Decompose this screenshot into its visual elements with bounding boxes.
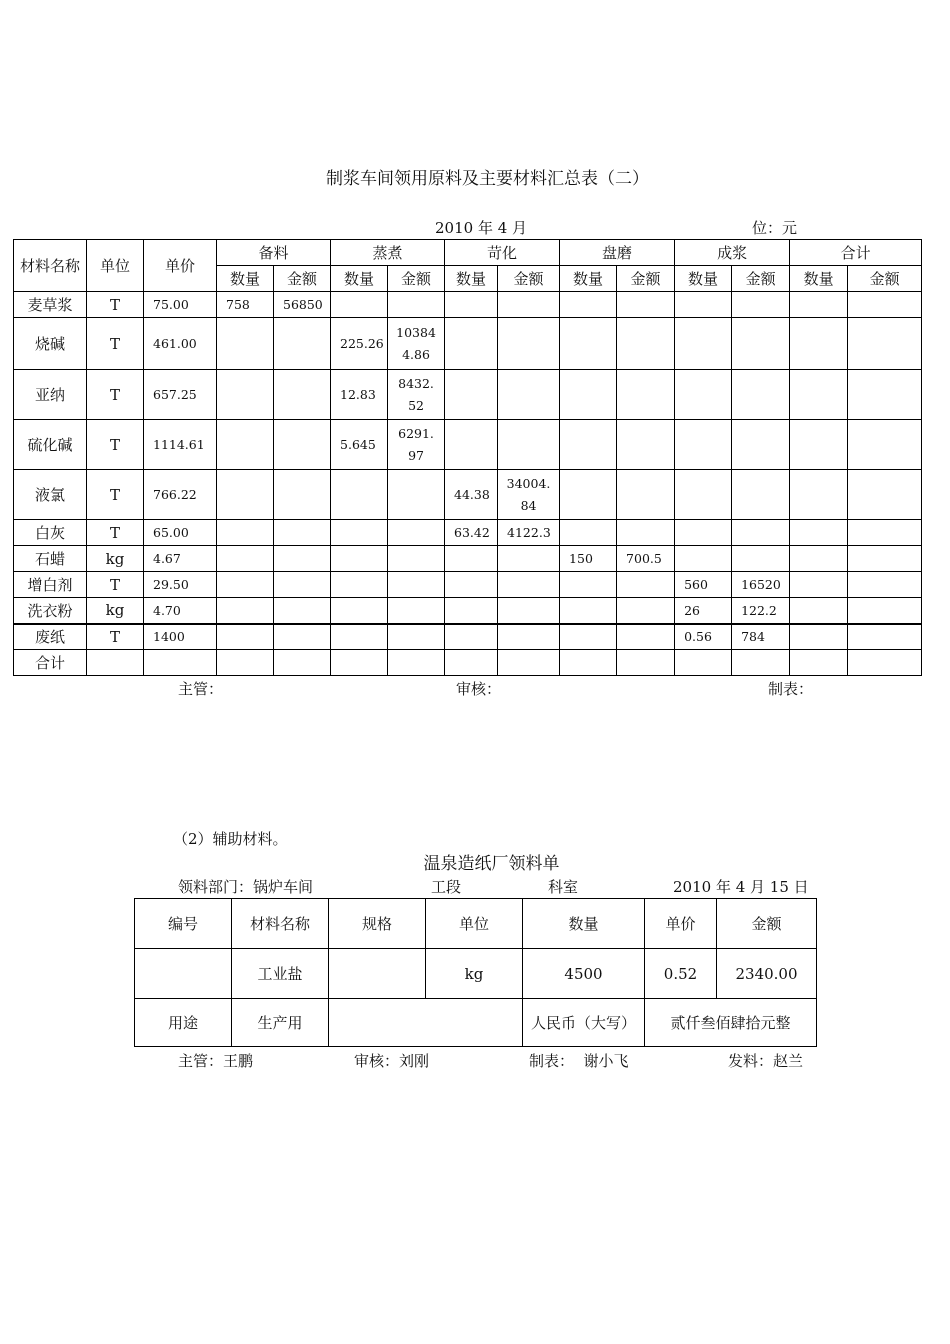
requisition-usage-row — [135, 999, 817, 1047]
row-amount-cell — [274, 420, 331, 470]
row-amount-cell — [617, 420, 675, 470]
row-amount-cell — [617, 650, 675, 676]
requisition-footer-preparer: 制表： 谢小飞 — [529, 1052, 629, 1070]
requisition-title: 温泉造纸厂领料单 — [423, 854, 560, 874]
table-row — [14, 370, 922, 420]
row-unit: T — [87, 572, 144, 598]
table-row — [14, 292, 922, 318]
header-qty: 数量 — [217, 266, 274, 292]
table1-footer-preparer: 制表： — [768, 680, 814, 698]
row-amount-cell — [732, 370, 790, 420]
header-unit: 单位 — [426, 899, 523, 949]
row-unit: T — [87, 624, 144, 650]
row-qty-cell — [445, 546, 498, 572]
row-amount-cell — [732, 520, 790, 546]
header-group-causticizing: 苛化 — [445, 240, 560, 266]
header-amount: 金额 — [388, 266, 445, 292]
header-qty: 数量 — [523, 899, 645, 949]
row-qty-cell — [445, 650, 498, 676]
row-qty-cell: 26 — [675, 598, 732, 624]
row-amount-cell — [498, 598, 560, 624]
table1-footer-reviewer: 审核： — [456, 680, 502, 698]
row-qty-cell — [217, 546, 274, 572]
row-qty-cell: 12.83 — [331, 370, 388, 420]
row-qty-cell — [790, 318, 848, 370]
usage-label: 用途 — [135, 999, 232, 1047]
row-amount-cell — [498, 650, 560, 676]
table1-unit: 位：元 — [752, 219, 798, 237]
row-qty-cell: 560 — [675, 572, 732, 598]
row-qty-cell — [445, 370, 498, 420]
header-group-cooking: 蒸煮 — [331, 240, 445, 266]
row-qty-cell — [675, 650, 732, 676]
row-amount-cell — [732, 546, 790, 572]
row-amount-cell — [388, 598, 445, 624]
row-qty-cell — [790, 598, 848, 624]
header-amount: 金额 — [274, 266, 331, 292]
row-amount-cell — [848, 598, 922, 624]
row-qty-cell — [790, 650, 848, 676]
header-amount: 金额 — [498, 266, 560, 292]
row-price: 657.25 — [144, 370, 217, 420]
row-unit: kg — [87, 546, 144, 572]
header-qty: 数量 — [331, 266, 388, 292]
row-price: 1114.61 — [144, 420, 217, 470]
header-unit: 单位 — [87, 240, 144, 292]
table-row — [14, 420, 922, 470]
row-qty-cell — [675, 292, 732, 318]
row-amount-cell — [848, 624, 922, 650]
material-summary-table — [13, 239, 922, 676]
row-unit — [87, 650, 144, 676]
row-qty-cell — [560, 624, 617, 650]
row-qty-cell — [445, 624, 498, 650]
row-qty-cell: 225.26 — [331, 318, 388, 370]
row-material-name: 液氯 — [14, 470, 87, 520]
row-amount-cell — [274, 624, 331, 650]
table-row — [14, 318, 922, 370]
row-qty-cell — [560, 470, 617, 520]
requisition-office: 科室 — [548, 878, 579, 896]
row-qty-cell — [217, 370, 274, 420]
row-qty-cell: 5.645 — [331, 420, 388, 470]
header-amount: 金额 — [617, 266, 675, 292]
row-amount-cell: 122.2 — [732, 598, 790, 624]
header-group-total: 合计 — [790, 240, 922, 266]
requisition-section: 工段 — [431, 878, 462, 896]
section2-heading: （2）辅助材料。 — [173, 830, 288, 848]
row-amount-cell: 700.5 — [617, 546, 675, 572]
row-amount-cell — [617, 624, 675, 650]
table-row — [14, 624, 922, 650]
row-unit: T — [87, 292, 144, 318]
row-price — [144, 650, 217, 676]
table-row — [14, 572, 922, 598]
header-spec: 规格 — [329, 899, 426, 949]
requisition-header-row — [135, 899, 817, 949]
row-qty-cell — [445, 420, 498, 470]
row-qty-cell — [331, 624, 388, 650]
row-amount-cell — [274, 572, 331, 598]
row-qty-cell — [445, 572, 498, 598]
row-qty-cell — [790, 520, 848, 546]
row-qty-cell — [675, 520, 732, 546]
row-amount-cell — [388, 292, 445, 318]
cell-material-name: 工业盐 — [232, 949, 329, 999]
header-price: 单价 — [144, 240, 217, 292]
row-qty-cell — [331, 292, 388, 318]
cell-price: 0.52 — [645, 949, 717, 999]
table-row — [14, 470, 922, 520]
row-amount-cell — [498, 318, 560, 370]
row-amount-cell — [274, 650, 331, 676]
row-amount-cell — [848, 572, 922, 598]
row-qty-cell — [560, 370, 617, 420]
row-qty-cell — [217, 572, 274, 598]
row-amount-cell — [732, 470, 790, 520]
row-amount-cell — [848, 650, 922, 676]
usage-value: 生产用 — [232, 999, 329, 1047]
row-price: 1400 — [144, 624, 217, 650]
header-group-prep: 备料 — [217, 240, 331, 266]
row-qty-cell — [331, 470, 388, 520]
row-amount-cell — [617, 370, 675, 420]
row-qty-cell — [560, 420, 617, 470]
row-qty-cell — [675, 370, 732, 420]
row-amount-cell — [848, 370, 922, 420]
row-price: 461.00 — [144, 318, 217, 370]
rmb-value: 贰仟叁佰肆拾元整 — [645, 999, 817, 1047]
row-amount-cell — [498, 292, 560, 318]
header-qty: 数量 — [445, 266, 498, 292]
usage-blank — [329, 999, 523, 1047]
row-qty-cell — [790, 292, 848, 318]
row-qty-cell — [675, 546, 732, 572]
header-price: 单价 — [645, 899, 717, 949]
row-qty-cell: 758 — [217, 292, 274, 318]
table1-date: 2010 年 4 月 — [435, 219, 528, 237]
row-amount-cell — [274, 520, 331, 546]
row-qty-cell — [560, 650, 617, 676]
row-amount-cell — [848, 318, 922, 370]
row-qty-cell — [217, 318, 274, 370]
table1-title: 制浆车间领用原料及主要材料汇总表（二） — [326, 169, 649, 189]
row-amount-cell — [498, 546, 560, 572]
row-material-name: 亚纳 — [14, 370, 87, 420]
row-amount-cell — [848, 292, 922, 318]
header-amount: 金额 — [732, 266, 790, 292]
header-group-refining: 盘磨 — [560, 240, 675, 266]
row-price: 29.50 — [144, 572, 217, 598]
cell-id — [135, 949, 232, 999]
header-material-name: 材料名称 — [232, 899, 329, 949]
row-amount-cell — [617, 520, 675, 546]
header-group-pulp: 成浆 — [675, 240, 790, 266]
row-qty-cell — [217, 598, 274, 624]
row-amount-cell — [848, 520, 922, 546]
requisition-date: 2010 年 4 月 15 日 — [673, 878, 809, 896]
row-amount-cell — [848, 470, 922, 520]
row-qty-cell — [790, 624, 848, 650]
row-qty-cell — [790, 572, 848, 598]
row-qty-cell — [445, 598, 498, 624]
row-qty-cell — [217, 520, 274, 546]
row-amount-cell — [274, 370, 331, 420]
row-qty-cell — [217, 650, 274, 676]
row-amount-cell — [274, 318, 331, 370]
row-qty-cell: 63.42 — [445, 520, 498, 546]
row-qty-cell — [675, 470, 732, 520]
row-material-name: 麦草浆 — [14, 292, 87, 318]
table-row — [14, 650, 922, 676]
row-material-name: 洗衣粉 — [14, 598, 87, 624]
row-amount-cell — [732, 292, 790, 318]
row-qty-cell — [560, 318, 617, 370]
table-row — [14, 598, 922, 624]
row-qty-cell — [331, 572, 388, 598]
row-material-name: 硫化碱 — [14, 420, 87, 470]
row-material-name: 烧碱 — [14, 318, 87, 370]
row-amount-cell — [388, 470, 445, 520]
row-qty-cell — [675, 420, 732, 470]
row-qty-cell: 44.38 — [445, 470, 498, 520]
requisition-data-row — [135, 949, 817, 999]
row-price: 65.00 — [144, 520, 217, 546]
row-qty-cell — [560, 292, 617, 318]
row-amount-cell — [388, 546, 445, 572]
row-qty-cell — [331, 598, 388, 624]
cell-spec — [329, 949, 426, 999]
row-material-name: 合计 — [14, 650, 87, 676]
row-amount-cell — [498, 572, 560, 598]
header-id: 编号 — [135, 899, 232, 949]
row-amount-cell: 4122.3 — [498, 520, 560, 546]
cell-qty: 4500 — [523, 949, 645, 999]
row-amount-cell — [617, 572, 675, 598]
row-qty-cell — [331, 520, 388, 546]
row-amount-cell: 34004.84 — [498, 470, 560, 520]
row-amount-cell — [732, 650, 790, 676]
row-amount-cell — [274, 546, 331, 572]
header-amount: 金额 — [717, 899, 817, 949]
row-qty-cell: 0.56 — [675, 624, 732, 650]
row-qty-cell — [217, 470, 274, 520]
row-amount-cell — [274, 598, 331, 624]
header-row-groups — [14, 240, 922, 266]
row-qty-cell — [560, 520, 617, 546]
row-qty-cell — [560, 598, 617, 624]
requisition-department: 领料部门：锅炉车间 — [178, 878, 314, 896]
header-amount: 金额 — [848, 266, 922, 292]
row-amount-cell — [617, 292, 675, 318]
header-qty: 数量 — [675, 266, 732, 292]
header-material-name: 材料名称 — [14, 240, 87, 292]
row-amount-cell — [388, 650, 445, 676]
row-qty-cell — [445, 318, 498, 370]
row-amount-cell — [732, 318, 790, 370]
row-price: 4.70 — [144, 598, 217, 624]
row-amount-cell — [388, 624, 445, 650]
row-price: 766.22 — [144, 470, 217, 520]
row-amount-cell — [388, 572, 445, 598]
row-qty-cell — [790, 470, 848, 520]
row-qty-cell — [217, 624, 274, 650]
cell-unit: kg — [426, 949, 523, 999]
row-price: 4.67 — [144, 546, 217, 572]
row-price: 75.00 — [144, 292, 217, 318]
row-qty-cell — [217, 420, 274, 470]
row-qty-cell — [331, 546, 388, 572]
row-material-name: 白灰 — [14, 520, 87, 546]
row-amount-cell — [732, 420, 790, 470]
row-qty-cell — [790, 370, 848, 420]
row-material-name: 增白剂 — [14, 572, 87, 598]
requisition-footer-manager: 主管：王鹏 — [178, 1052, 254, 1070]
row-qty-cell — [445, 292, 498, 318]
cell-amount: 2340.00 — [717, 949, 817, 999]
row-qty-cell — [790, 420, 848, 470]
row-amount-cell: 56850 — [274, 292, 331, 318]
row-material-name: 废纸 — [14, 624, 87, 650]
row-qty-cell — [675, 318, 732, 370]
row-unit: T — [87, 520, 144, 546]
header-qty: 数量 — [560, 266, 617, 292]
requisition-footer-reviewer: 审核：刘刚 — [354, 1052, 430, 1070]
row-amount-cell — [617, 470, 675, 520]
row-amount-cell — [274, 470, 331, 520]
row-amount-cell — [498, 420, 560, 470]
row-amount-cell: 8432.52 — [388, 370, 445, 420]
row-material-name: 石蜡 — [14, 546, 87, 572]
row-qty-cell: 150 — [560, 546, 617, 572]
row-amount-cell — [388, 520, 445, 546]
row-amount-cell — [498, 624, 560, 650]
row-qty-cell — [331, 650, 388, 676]
row-amount-cell: 6291.97 — [388, 420, 445, 470]
table-row — [14, 520, 922, 546]
row-amount-cell — [617, 598, 675, 624]
row-unit: T — [87, 420, 144, 470]
row-amount-cell: 103844.86 — [388, 318, 445, 370]
row-unit: kg — [87, 598, 144, 624]
requisition-footer-issuer: 发料：赵兰 — [728, 1052, 804, 1070]
row-amount-cell: 16520 — [732, 572, 790, 598]
table-row — [14, 546, 922, 572]
row-unit: T — [87, 318, 144, 370]
row-amount-cell — [617, 318, 675, 370]
row-unit: T — [87, 470, 144, 520]
row-amount-cell — [848, 420, 922, 470]
row-amount-cell: 784 — [732, 624, 790, 650]
row-amount-cell — [848, 546, 922, 572]
row-qty-cell — [790, 546, 848, 572]
row-qty-cell — [560, 572, 617, 598]
rmb-label: 人民币（大写） — [523, 999, 645, 1047]
header-qty: 数量 — [790, 266, 848, 292]
row-amount-cell — [498, 370, 560, 420]
table1-footer-manager: 主管： — [178, 680, 224, 698]
requisition-table — [134, 898, 817, 1047]
row-unit: T — [87, 370, 144, 420]
